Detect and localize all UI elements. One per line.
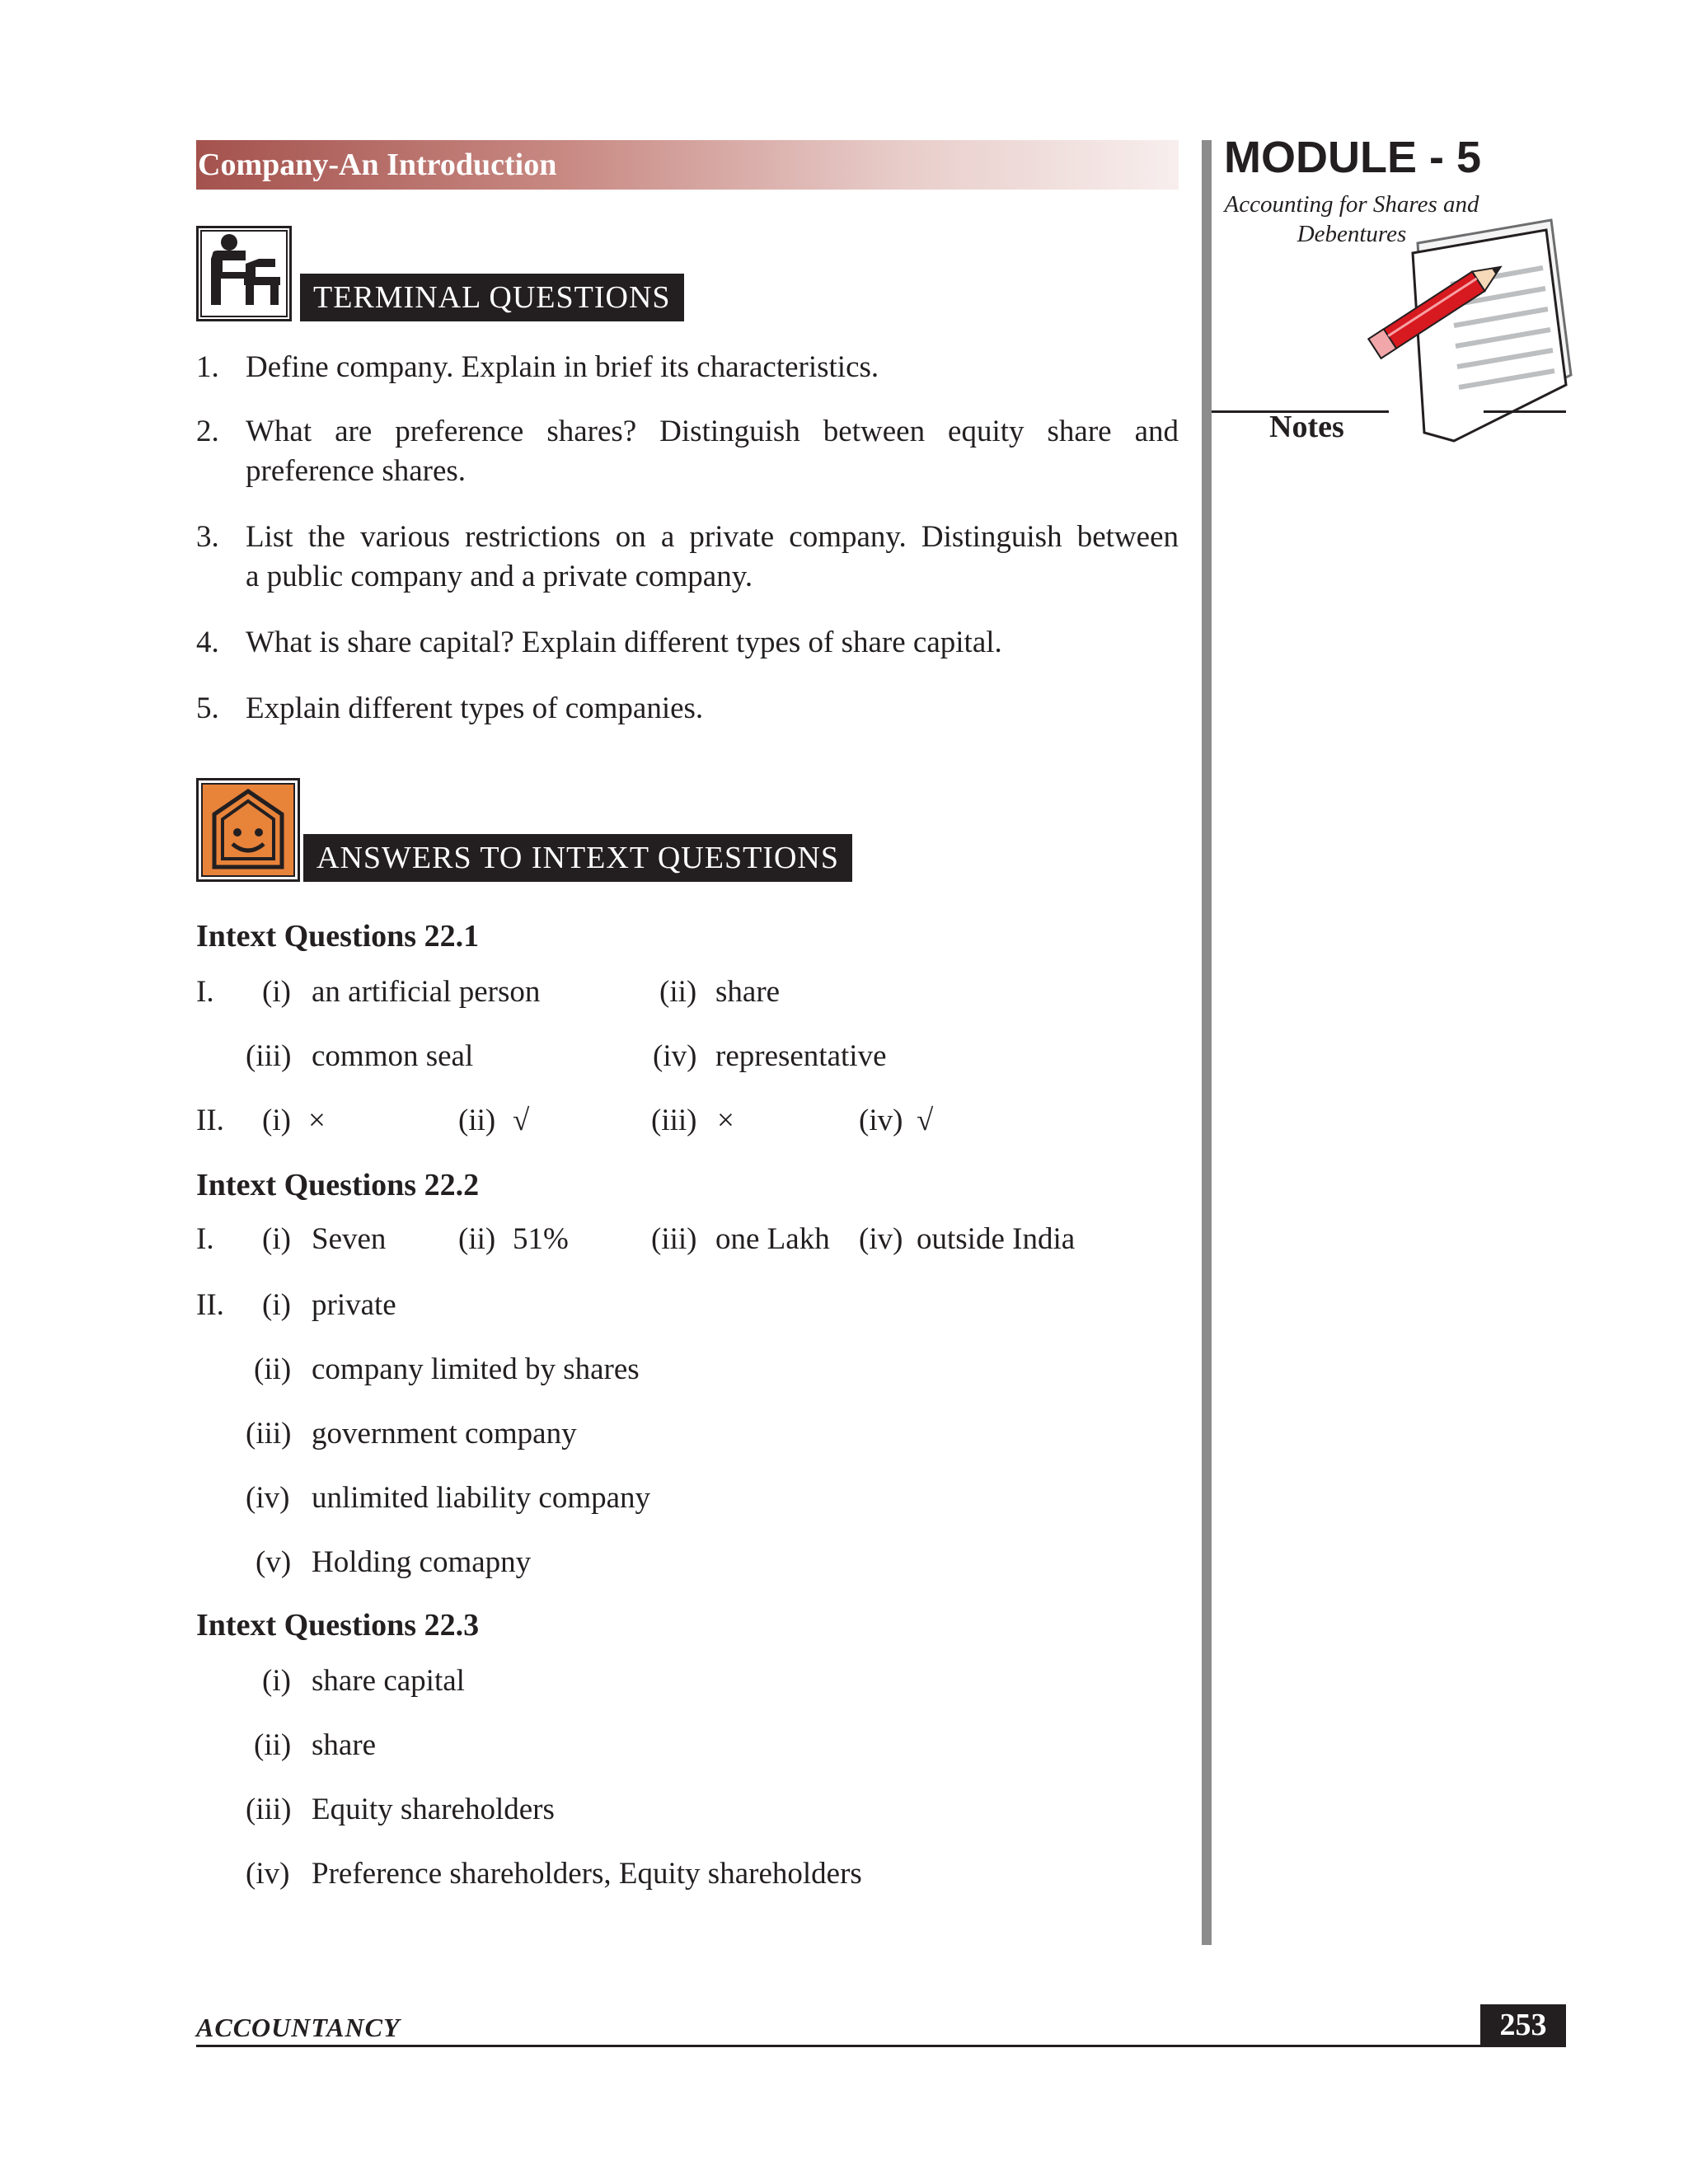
answer-text: outside India <box>917 1222 1076 1256</box>
notes-label: Notes <box>1269 410 1344 444</box>
notes-rule-right <box>1484 410 1566 413</box>
answer-numeral: (iii) <box>246 1793 292 1826</box>
page-number: 253 <box>1480 2004 1566 2046</box>
question-number: 5. <box>196 691 219 725</box>
chapter-title: Company-An Introduction <box>198 148 557 182</box>
module-subtitle-line-1: Accounting for Shares and <box>1224 191 1479 218</box>
answer-numeral: (i) <box>262 1664 291 1698</box>
module-title: MODULE - 5 <box>1224 133 1482 182</box>
answer-text: Holding comapny <box>312 1545 532 1579</box>
terminal-questions-heading: TERMINAL QUESTIONS <box>300 274 684 321</box>
answer-numeral: (i) <box>262 1288 291 1322</box>
question-text: What is share capital? Explain different types of share capital. <box>246 626 1002 659</box>
question-text-continued: a public company and a private company. <box>246 560 753 593</box>
answer-numeral: (ii) <box>659 975 697 1009</box>
question-number: 4. <box>196 626 219 659</box>
answers-heading: ANSWERS TO INTEXT QUESTIONS <box>303 834 852 882</box>
question-text: List the various restrictions on a private company. Distinguish between <box>246 520 1179 554</box>
answer-text: one Lakh <box>715 1222 830 1256</box>
cross-mark: × <box>717 1104 734 1137</box>
answer-text: Equity shareholders <box>312 1793 555 1826</box>
question-number: 1. <box>196 350 219 384</box>
answer-text: government company <box>312 1417 577 1451</box>
question-number: 3. <box>196 520 219 554</box>
answer-text: 51% <box>513 1222 569 1256</box>
intext-22-3-title: Intext Questions 22.3 <box>196 1608 480 1643</box>
answer-numeral: (iv) <box>653 1039 697 1073</box>
answer-numeral: (i) <box>262 1222 291 1256</box>
notepad-pencil-icon <box>1360 210 1574 449</box>
answer-numeral: (v) <box>256 1545 292 1579</box>
module-subtitle-line-2: Debentures <box>1296 221 1407 247</box>
answer-numeral: (i) <box>262 1104 291 1137</box>
question-text: Define company. Explain in brief its characteristics. <box>246 350 879 384</box>
intext-22-1-title: Intext Questions 22.1 <box>196 919 480 954</box>
answer-text: share <box>312 1728 377 1762</box>
question-text: What are preference shares? Distinguish between equity share and <box>246 415 1179 448</box>
answer-text: representative <box>715 1039 887 1073</box>
part-label: II. <box>196 1288 224 1322</box>
answer-text: an artificial person <box>312 975 541 1009</box>
answer-text: share capital <box>312 1664 465 1698</box>
answer-numeral: (iv) <box>859 1104 903 1137</box>
tick-mark: √ <box>513 1104 530 1137</box>
intext-22-2-title: Intext Questions 22.2 <box>196 1168 480 1202</box>
tick-mark: √ <box>917 1104 934 1137</box>
answer-text: share <box>715 975 781 1009</box>
answer-numeral: (i) <box>262 975 291 1009</box>
person-writing-icon <box>196 226 292 321</box>
answer-text: private <box>312 1288 396 1322</box>
question-text: Explain different types of companies. <box>246 691 704 725</box>
answer-text: Seven <box>312 1222 387 1256</box>
answer-numeral: (ii) <box>254 1352 292 1386</box>
answer-text: Preference shareholders, Equity shareholders <box>312 1857 862 1891</box>
answer-numeral: (iii) <box>651 1104 697 1137</box>
question-text-continued: preference shares. <box>246 454 467 488</box>
answer-numeral: (ii) <box>458 1222 496 1256</box>
answer-numeral: (ii) <box>254 1728 292 1762</box>
answer-numeral: (iv) <box>859 1222 903 1256</box>
margin-divider <box>1202 140 1212 1945</box>
footer-rule <box>196 2045 1566 2047</box>
answer-text: company limited by shares <box>312 1352 640 1386</box>
part-label: I. <box>196 1222 214 1256</box>
cross-mark: × <box>308 1104 326 1137</box>
answer-numeral: (iii) <box>246 1039 292 1073</box>
answer-numeral: (iv) <box>246 1857 290 1891</box>
answer-text: common seal <box>312 1039 474 1073</box>
answer-text: unlimited liability company <box>312 1481 651 1515</box>
answer-numeral: (ii) <box>458 1104 496 1137</box>
part-label: I. <box>196 975 214 1009</box>
footer-subject: ACCOUNTANCY <box>196 2013 401 2042</box>
smiley-house-icon <box>196 778 300 882</box>
question-number: 2. <box>196 415 219 448</box>
answer-numeral: (iii) <box>651 1222 697 1256</box>
answer-numeral: (iii) <box>246 1417 292 1451</box>
answer-numeral: (iv) <box>246 1481 290 1515</box>
part-label: II. <box>196 1104 224 1137</box>
